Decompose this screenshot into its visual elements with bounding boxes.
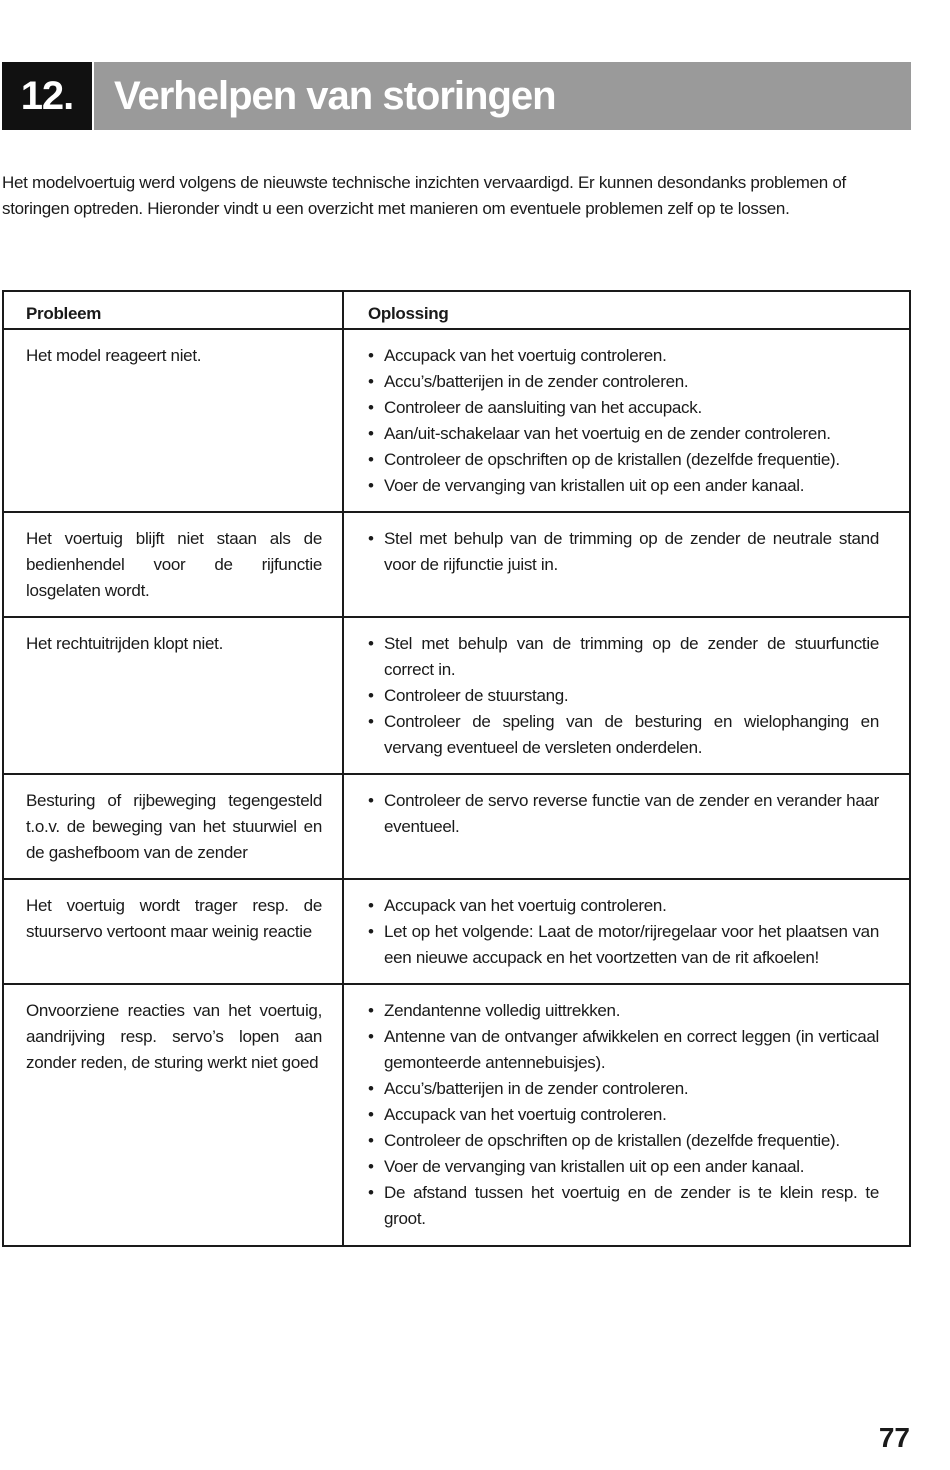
solution-text: Controleer de stuurstang. bbox=[384, 686, 569, 705]
bullet-icon: • bbox=[368, 476, 374, 495]
bullet-icon: • bbox=[368, 529, 374, 548]
bullet-icon: • bbox=[368, 791, 374, 810]
solution-item bbox=[368, 683, 879, 709]
bullet-icon: • bbox=[368, 346, 374, 365]
solution-text: Controleer de opschriften op de kristallen (dezelfde frequentie). bbox=[384, 1131, 840, 1150]
solution-item bbox=[368, 395, 879, 421]
section-title: Verhelpen van storingen bbox=[94, 62, 911, 130]
column-header-problem: Probleem bbox=[3, 291, 343, 329]
problem-cell: Het model reageert niet. bbox=[3, 329, 343, 512]
solution-text: De afstand tussen het voertuig en de zender is te klein resp. te groot. bbox=[384, 1183, 879, 1228]
solution-item bbox=[368, 421, 879, 447]
solution-item bbox=[368, 369, 879, 395]
solution-text: Stel met behulp van de trimming op de zender de neutrale stand voor de rijfunctie juist in. bbox=[384, 529, 879, 574]
bullet-icon: • bbox=[368, 398, 374, 417]
table-header-row bbox=[3, 291, 910, 329]
table-row bbox=[3, 774, 910, 879]
solution-cell bbox=[343, 774, 910, 879]
solution-item bbox=[368, 1024, 879, 1076]
table-row bbox=[3, 329, 910, 512]
problem-cell: Het voertuig wordt trager resp. de stuurservo vertoont maar weinig reactie bbox=[3, 879, 343, 984]
bullet-icon: • bbox=[368, 634, 374, 653]
solution-text: Antenne van de ontvanger afwikkelen en correct leggen (in verticaal gemonteerde antennebuisjes). bbox=[384, 1027, 879, 1072]
solution-item bbox=[368, 893, 879, 919]
bullet-icon: • bbox=[368, 686, 374, 705]
bullet-icon: • bbox=[368, 1001, 374, 1020]
solution-text: Accupack van het voertuig controleren. bbox=[384, 1105, 667, 1124]
table-row bbox=[3, 984, 910, 1246]
solution-item bbox=[368, 709, 879, 761]
solution-item bbox=[368, 473, 879, 499]
bullet-icon: • bbox=[368, 1131, 374, 1150]
problem-cell: Het rechtuitrijden klopt niet. bbox=[3, 617, 343, 774]
troubleshooting-table bbox=[2, 290, 911, 1247]
solution-text: Accupack van het voertuig controleren. bbox=[384, 346, 667, 365]
solution-text: Controleer de opschriften op de kristallen (dezelfde frequentie). bbox=[384, 450, 840, 469]
solution-text: Stel met behulp van de trimming op de zender de stuurfunctie correct in. bbox=[384, 634, 879, 679]
solution-item bbox=[368, 1076, 879, 1102]
solution-list bbox=[368, 526, 879, 578]
table-row bbox=[3, 617, 910, 774]
solution-text: Voer de vervanging van kristallen uit op een ander kanaal. bbox=[384, 1157, 805, 1176]
solution-item bbox=[368, 343, 879, 369]
problem-cell: Onvoorziene reacties van het voertuig, aandrijving resp. servo’s lopen aan zonder reden, de sturing werkt niet goed bbox=[3, 984, 343, 1246]
solution-item bbox=[368, 447, 879, 473]
solution-list bbox=[368, 343, 879, 499]
solution-item bbox=[368, 1128, 879, 1154]
solution-list bbox=[368, 788, 879, 840]
solution-item bbox=[368, 919, 879, 971]
bullet-icon: • bbox=[368, 372, 374, 391]
solution-item bbox=[368, 998, 879, 1024]
problem-cell: Het voertuig blijft niet staan als de bedienhendel voor de rijfunctie losgelaten wordt. bbox=[3, 512, 343, 617]
bullet-icon: • bbox=[368, 450, 374, 469]
solution-item bbox=[368, 526, 879, 578]
solution-list bbox=[368, 893, 879, 971]
solution-text: Voer de vervanging van kristallen uit op een ander kanaal. bbox=[384, 476, 805, 495]
bullet-icon: • bbox=[368, 1157, 374, 1176]
solution-cell bbox=[343, 329, 910, 512]
solution-cell bbox=[343, 984, 910, 1246]
section-number: 12. bbox=[2, 62, 92, 130]
solution-cell bbox=[343, 617, 910, 774]
solution-item bbox=[368, 631, 879, 683]
page-number: 77 bbox=[878, 1422, 910, 1453]
solution-item bbox=[368, 1102, 879, 1128]
bullet-icon: • bbox=[368, 712, 374, 731]
solution-text: Accupack van het voertuig controleren. bbox=[384, 896, 667, 915]
problem-cell: Besturing of rijbeweging tegengesteld t.o.v. de beweging van het stuurwiel en de gashefboom van de zender bbox=[3, 774, 343, 879]
bullet-icon: • bbox=[368, 1027, 374, 1046]
solution-list bbox=[368, 998, 879, 1232]
solution-text: Let op het volgende: Laat de motor/rijregelaar voor het plaatsen van een nieuwe accupack en het voortzetten van de rit afkoelen! bbox=[384, 922, 879, 967]
table-row bbox=[3, 879, 910, 984]
solution-item bbox=[368, 1180, 879, 1232]
intro-paragraph: Het modelvoertuig werd volgens de nieuwste technische inzichten vervaardigd. Er kunnen desondanks problemen of storingen optreden. Hieronder vindt u een overzicht met manieren om eventuele problemen zelf op te lossen. bbox=[2, 173, 846, 218]
solution-cell bbox=[343, 879, 910, 984]
solution-text: Controleer de aansluiting van het accupack. bbox=[384, 398, 702, 417]
bullet-icon: • bbox=[368, 1183, 374, 1202]
table-body bbox=[3, 329, 910, 1246]
solution-text: Controleer de speling van de besturing en wielophanging en vervang eventueel de versleten onderdelen. bbox=[384, 712, 879, 757]
bullet-icon: • bbox=[368, 424, 374, 443]
bullet-icon: • bbox=[368, 1079, 374, 1098]
section-header bbox=[2, 62, 911, 130]
solution-cell bbox=[343, 512, 910, 617]
bullet-icon: • bbox=[368, 922, 374, 941]
solution-text: Controleer de servo reverse functie van de zender en verander haar eventueel. bbox=[384, 791, 879, 836]
table-row bbox=[3, 512, 910, 617]
solution-text: Accu’s/batterijen in de zender controleren. bbox=[384, 372, 689, 391]
solution-text: Zendantenne volledig uittrekken. bbox=[384, 1001, 621, 1020]
bullet-icon: • bbox=[368, 896, 374, 915]
solution-list bbox=[368, 631, 879, 761]
solution-text: Accu’s/batterijen in de zender controleren. bbox=[384, 1079, 689, 1098]
solution-item bbox=[368, 788, 879, 840]
solution-item bbox=[368, 1154, 879, 1180]
solution-text: Aan/uit-schakelaar van het voertuig en de zender controleren. bbox=[384, 424, 831, 443]
bullet-icon: • bbox=[368, 1105, 374, 1124]
column-header-solution: Oplossing bbox=[343, 291, 910, 329]
